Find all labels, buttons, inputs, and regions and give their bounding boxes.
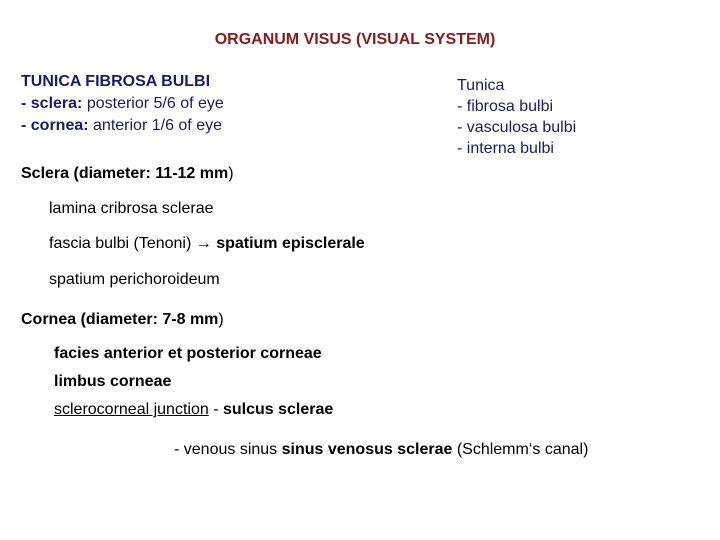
- sclera-item-fascia: [49, 234, 365, 254]
- cornea-heading: [21, 310, 224, 330]
- fascia-plain: fascia bulbi (Tenoni) →: [49, 235, 217, 252]
- fascia-bold: spatium episclerale: [216, 235, 365, 252]
- cornea-line: [21, 116, 222, 136]
- tunica-item-vasculosa: - vasculosa bulbi: [457, 119, 577, 136]
- sclera-line: [21, 94, 224, 114]
- cornea-item-limbus: limbus corneae: [54, 373, 172, 390]
- venous-bold: sinus venosus sclerae: [281, 441, 453, 458]
- cornea-prefix: - cornea:: [21, 117, 89, 134]
- sclera-heading: [21, 164, 234, 184]
- cornea-heading-text: Cornea (diameter: 7-8 mm: [21, 311, 219, 328]
- venous-suffix: (Schlemm‘s canal): [452, 441, 589, 458]
- junction-underlined: sclerocorneal junction: [54, 401, 209, 418]
- page-title: ORGANUM VISUS (VISUAL SYSTEM): [214, 31, 496, 48]
- junction-dash: -: [208, 401, 223, 418]
- sclera-prefix: - sclera:: [21, 95, 83, 112]
- tunica-heading: Tunica: [457, 77, 505, 94]
- sclera-heading-close: ): [228, 165, 234, 182]
- tunica-fibrosa-heading: TUNICA FIBROSA BULBI: [21, 73, 211, 90]
- sulcus-bold: sulcus sclerae: [222, 401, 334, 418]
- sclera-item-perichoroideum: spatium perichoroideum: [49, 271, 220, 288]
- sclera-heading-text: Sclera (diameter: 11-12 mm: [21, 165, 229, 182]
- venous-prefix: - venous sinus: [174, 441, 282, 458]
- venous-sinus-line: [174, 440, 588, 460]
- sclera-item-lamina: lamina cribrosa sclerae: [49, 200, 214, 217]
- cornea-item-facies: facies anterior et posterior corneae: [54, 345, 322, 362]
- cornea-item-junction: [54, 400, 333, 420]
- tunica-item-interna: - interna bulbi: [457, 140, 554, 157]
- cornea-heading-close: ): [218, 311, 224, 328]
- cornea-text: anterior 1/6 of eye: [88, 117, 222, 134]
- tunica-item-fibrosa: - fibrosa bulbi: [457, 98, 554, 115]
- sclera-text: posterior 5/6 of eye: [82, 95, 224, 112]
